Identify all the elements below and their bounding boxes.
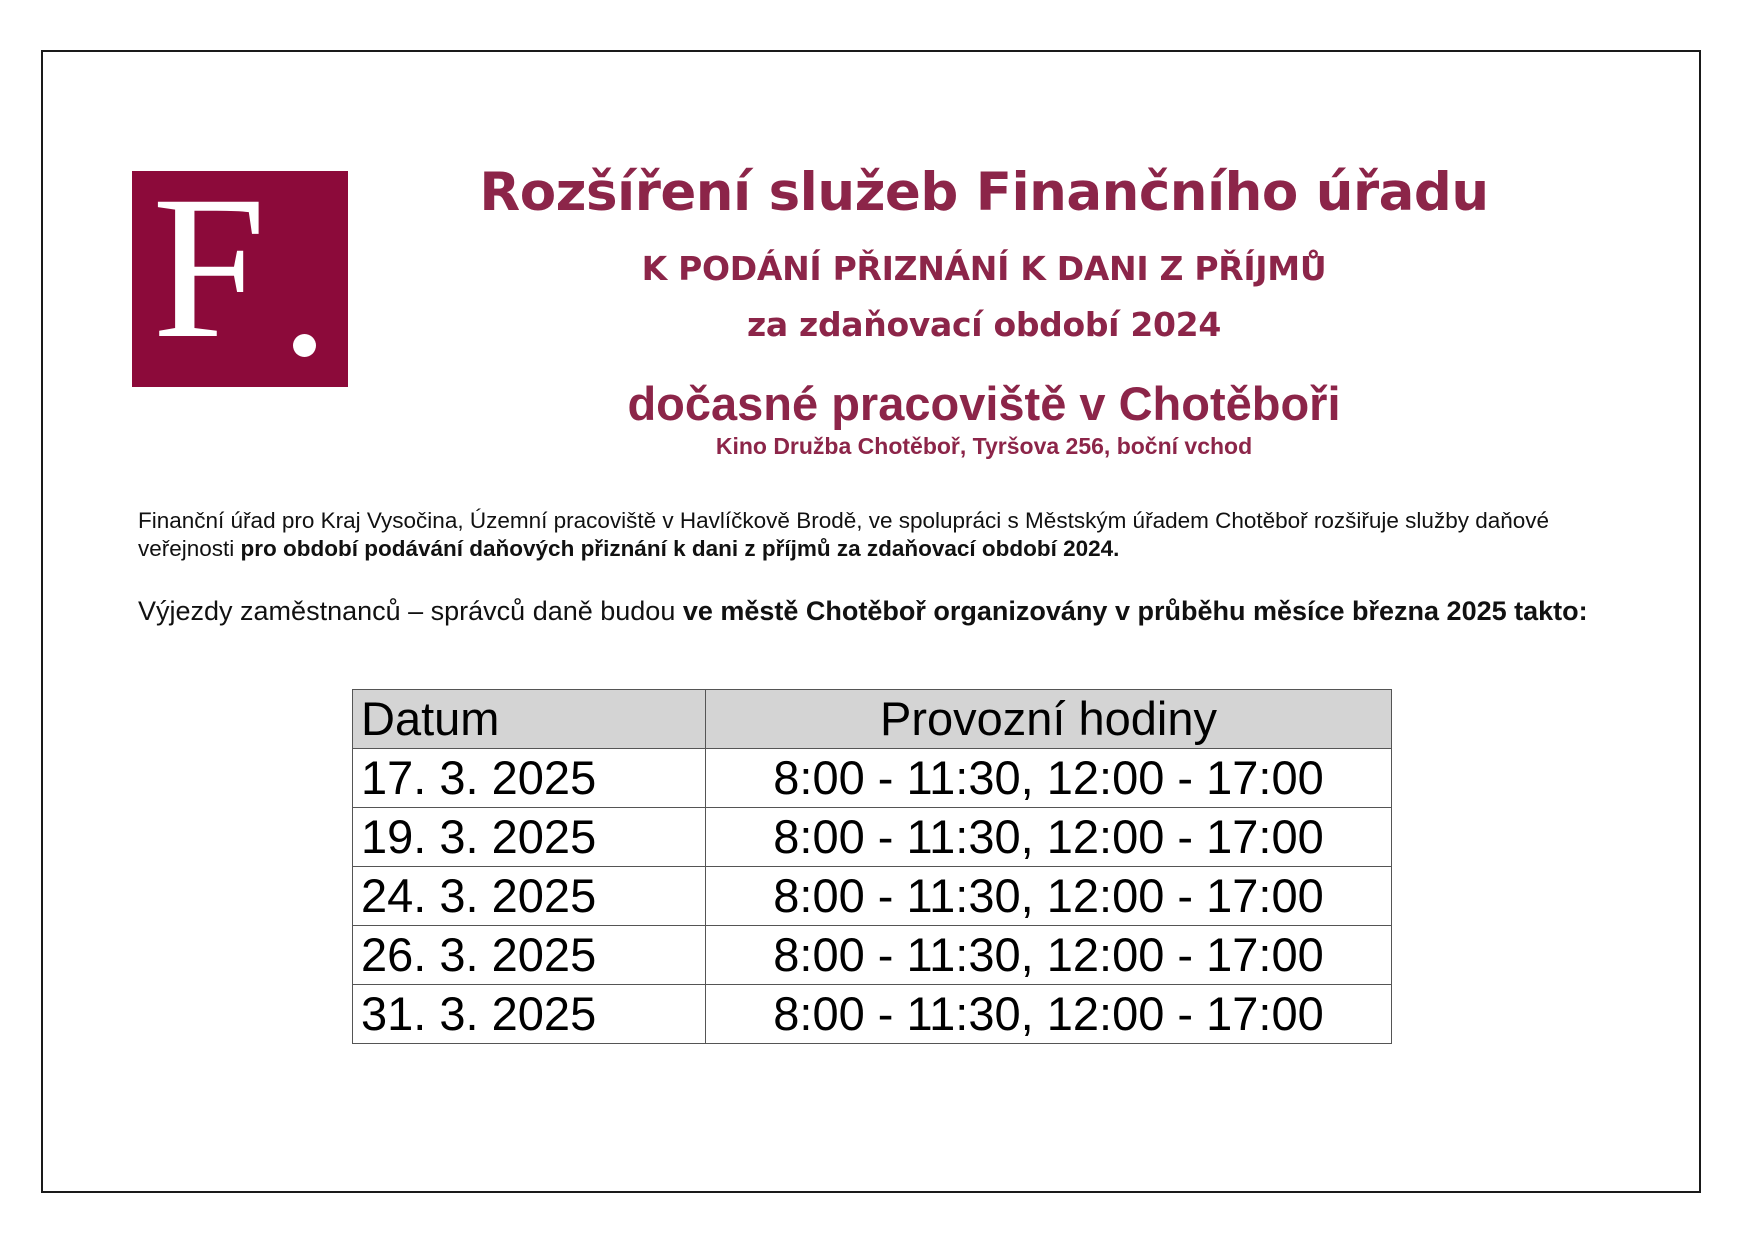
row-date: 31. 3. 2025 [353, 985, 706, 1044]
table-row [353, 808, 1392, 867]
row-date: 24. 3. 2025 [353, 867, 706, 926]
row-date: 26. 3. 2025 [353, 926, 706, 985]
logo-letter: F [152, 154, 267, 381]
trips-text-bold: ve městě Chotěboř organizovány v průběhu měsíce března 2025 takto: [682, 596, 1588, 626]
header-date: Datum [353, 690, 706, 749]
subtitle-tax-return: K PODÁNÍ PŘIZNÁNÍ K DANI Z PŘÍJMŮ [641, 249, 1327, 288]
row-hours: 8:00 - 11:30, 12:00 - 17:00 [706, 808, 1392, 867]
intro-text-bold: pro období podávání daňových přiznání k dani z příjmů za zdaňovací období 2024. [240, 536, 1120, 561]
main-title: Rozšíření služeb Finančního úřadu [479, 162, 1489, 223]
logo-dot [293, 334, 316, 357]
workplace-address: Kino Družba Chotěboř, Tyršova 256, boční vchod [715, 433, 1253, 459]
schedule-table [352, 689, 1392, 1044]
row-hours: 8:00 - 11:30, 12:00 - 17:00 [706, 926, 1392, 985]
table-row [353, 926, 1392, 985]
table-header-row [353, 690, 1392, 749]
header-hours: Provozní hodiny [706, 690, 1392, 749]
row-hours: 8:00 - 11:30, 12:00 - 17:00 [706, 749, 1392, 808]
trips-text: Výjezdy zaměstnanců – správců daně budou [138, 596, 683, 626]
table-row [353, 867, 1392, 926]
temporary-workplace-heading: dočasné pracoviště v Chotěboři [627, 377, 1341, 430]
row-date: 19. 3. 2025 [353, 808, 706, 867]
table-row [353, 985, 1392, 1044]
subtitle-tax-period: za zdaňovací období 2024 [746, 305, 1222, 344]
trips-paragraph [138, 595, 1618, 628]
row-hours: 8:00 - 11:30, 12:00 - 17:00 [706, 985, 1392, 1044]
intro-text: Finanční úřad pro Kraj Vysočina, Územní pracoviště v Havlíčkově Brodě, ve spolupráci s Městským úřadem Chotěboř rozšiřuje služby daňové veřejnosti [138, 508, 1550, 561]
table-row [353, 749, 1392, 808]
intro-paragraph [138, 507, 1618, 563]
row-date: 17. 3. 2025 [353, 749, 706, 808]
financni-sprava-logo [132, 154, 348, 387]
row-hours: 8:00 - 11:30, 12:00 - 17:00 [706, 867, 1392, 926]
